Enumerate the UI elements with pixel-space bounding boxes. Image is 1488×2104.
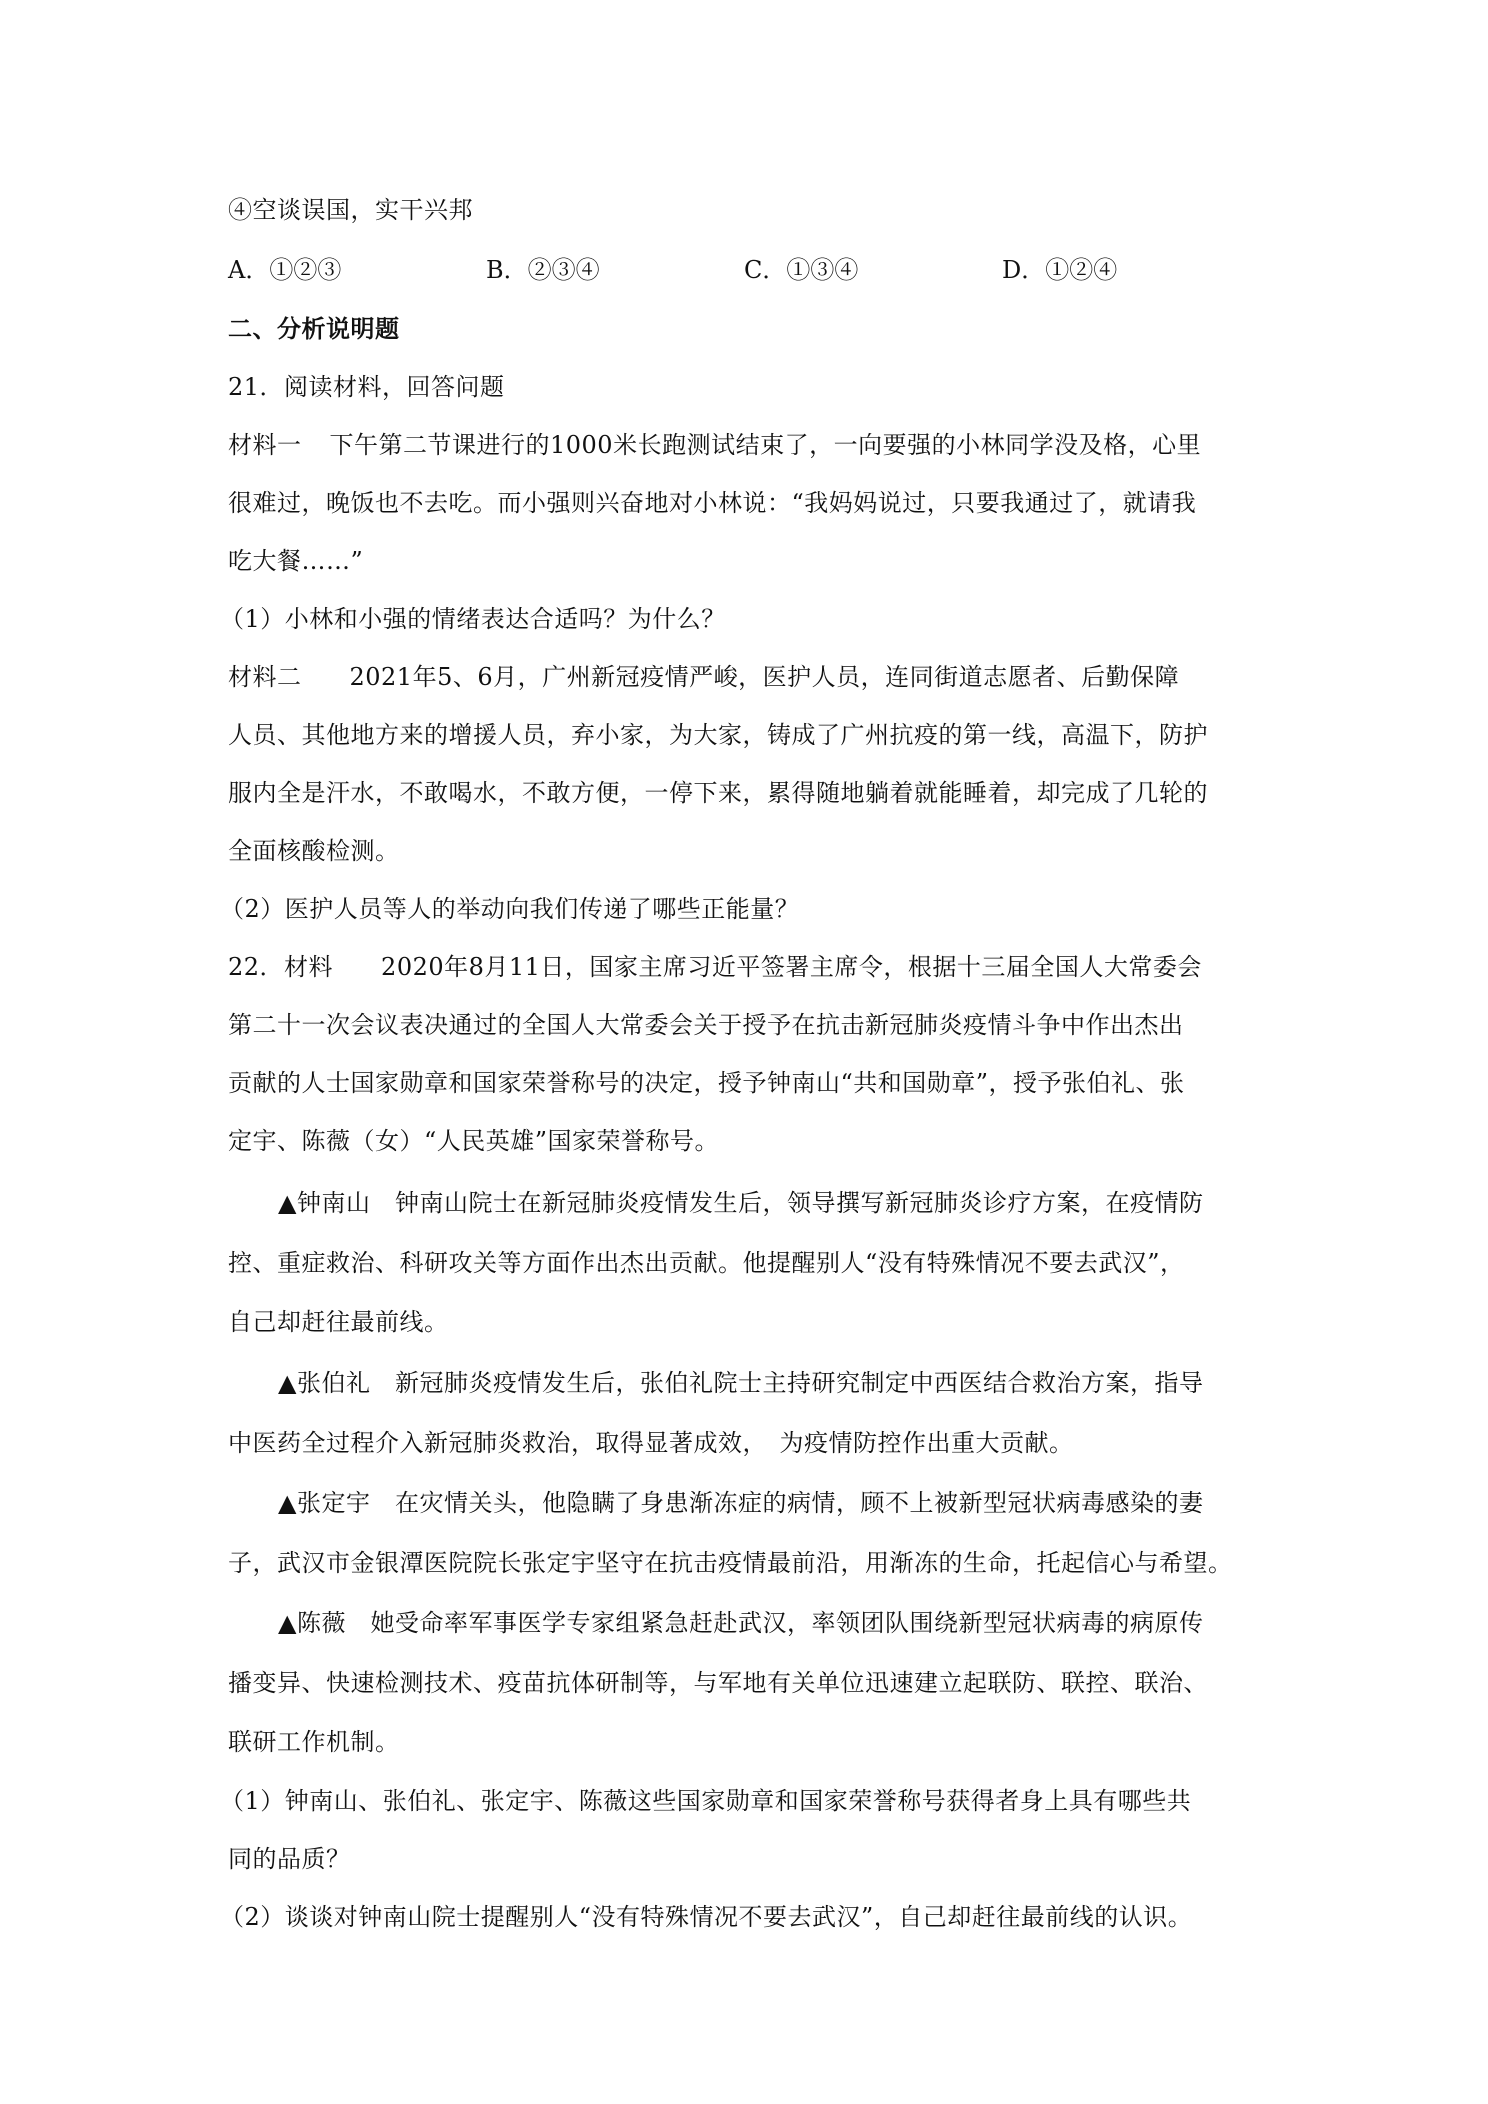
option-c: C．①③④	[744, 256, 859, 284]
q22-line4: 定宇、陈薇（女）“人民英雄”国家荣誉称号。	[228, 1127, 720, 1155]
q21-material2-text: 2021年5、6月，广州新冠疫情严峻，医护人员，连同街道志愿者、后勤保障	[349, 663, 1180, 691]
q22-subquestion-2: （2）谈谈对钟南山院士提醒别人“没有特殊情况不要去武汉”，自己却赶往最前线的认识。	[220, 1903, 1193, 1931]
option-b: B．②③④	[486, 256, 600, 284]
q21-material2-line2: 人员、其他地方来的增援人员，弃小家，为大家，铸成了广州抗疫的第一线，高温下，防护	[228, 721, 1208, 749]
q21-material2-line1	[228, 660, 1179, 694]
q21-material1-line2: 很难过，晚饭也不去吃。而小强则兴奋地对小林说：“我妈妈说过，只要我通过了，就请我	[228, 489, 1197, 517]
q22-zhangdingyu-line2: 子，武汉市金银潭医院院长张定宇坚守在抗击疫情最前沿，用渐冻的生命，托起信心与希望。	[228, 1549, 1233, 1577]
q21-subquestion-1: （1）小林和小强的情绪表达合适吗？为什么？	[220, 605, 726, 633]
option-d: D．①②④	[1002, 256, 1118, 284]
q21-material2-line3: 服内全是汗水，不敢喝水，不敢方便，一停下来，累得随地躺着就能睡着，却完成了几轮的	[228, 779, 1208, 807]
q22-chenwei-line2: 播变异、快速检测技术、疫苗抗体研制等，与军地有关单位迅速建立起联防、联控、联治、	[228, 1669, 1208, 1697]
q21-material1-line1	[228, 428, 1201, 462]
option-a: A．①②③	[228, 256, 342, 284]
section-title: 二、分析说明题	[228, 315, 400, 343]
q22-line2: 第二十一次会议表决通过的全国人大常委会关于授予在抗击新冠肺炎疫情斗争中作出杰出	[228, 1011, 1184, 1039]
q21-material1-text: 下午第二节课进行的1000米长跑测试结束了，一向要强的小林同学没及格，心里	[329, 431, 1202, 459]
q22-subquestion-1-line2: 同的品质？	[228, 1845, 351, 1873]
q21-title: 21．阅读材料，回答问题	[228, 373, 505, 401]
q21-material1-line3: 吃大餐……”	[228, 547, 364, 575]
q21-subquestion-2: （2）医护人员等人的举动向我们传递了哪些正能量？	[220, 895, 800, 923]
q22-chenwei-line1: ▲陈薇 她受命率军事医学专家组紧急赶赴武汉，率领团队围绕新型冠状病毒的病原传	[278, 1609, 1204, 1637]
q22-zhangdingyu-line1: ▲张定宇 在灾情关头，他隐瞒了身患渐冻症的病情，顾不上被新型冠状病毒感染的妻	[278, 1489, 1204, 1517]
q22-zhangboli-line2: 中医药全过程介入新冠肺炎救治，取得显著成效， 为疫情防控作出重大贡献。	[228, 1429, 1074, 1457]
q22-zhongnanshan-line1: ▲钟南山 钟南山院士在新冠肺炎疫情发生后，领导撰写新冠肺炎诊疗方案，在疫情防	[278, 1189, 1204, 1217]
q22-label: 22．材料	[228, 953, 334, 981]
q22-subquestion-1-line1: （1）钟南山、张伯礼、张定宇、陈薇这些国家勋章和国家荣誉称号获得者身上具有哪些共	[220, 1787, 1192, 1815]
q22-line1	[228, 950, 1202, 984]
q22-zhangboli-line1: ▲张伯礼 新冠肺炎疫情发生后，张伯礼院士主持研究制定中西医结合救治方案，指导	[278, 1369, 1204, 1397]
q22-text: 2020年8月11日，国家主席习近平签署主席令，根据十三届全国人大常委会	[381, 953, 1202, 981]
q22-zhongnanshan-line2: 控、重症救治、科研攻关等方面作出杰出贡献。他提醒别人“没有特殊情况不要去武汉”，	[228, 1249, 1185, 1277]
q21-material2-label: 材料二	[228, 663, 302, 691]
q22-chenwei-line3: 联研工作机制。	[228, 1728, 400, 1756]
q21-material2-line4: 全面核酸检测。	[228, 837, 400, 865]
q22-zhongnanshan-line3: 自己却赶往最前线。	[228, 1308, 449, 1336]
q21-material1-label: 材料一	[228, 431, 302, 459]
previous-question-item: ④空谈误国，实干兴邦	[228, 196, 473, 224]
q22-line3: 贡献的人士国家勋章和国家荣誉称号的决定，授予钟南山“共和国勋章”，授予张伯礼、张	[228, 1069, 1185, 1097]
